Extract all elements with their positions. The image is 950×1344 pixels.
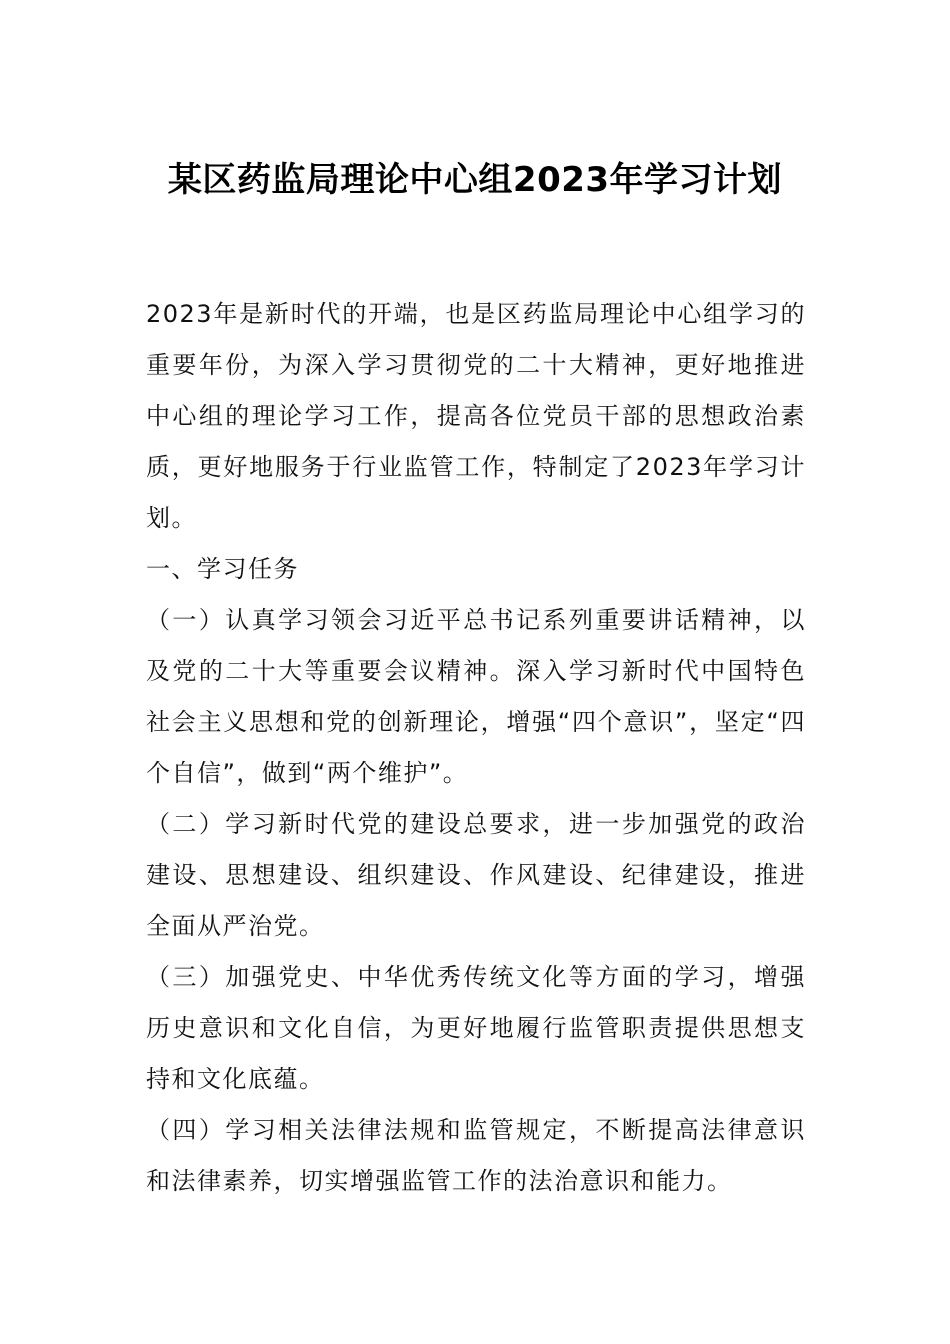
intro-paragraph: 2023年是新时代的开端，也是区药监局理论中心组学习的重要年份，为深入学习贯彻党的二十大精神，更好地推进中心组的理论学习工作，提高各位党员干部的思想政治素质，更好地服务于行业监管工作，特制定了2023年学习计划。: [146, 300, 806, 532]
section-heading-study-tasks: 一、学习任务: [146, 555, 299, 583]
task-item-4: （四）学习相关法律法规和监管规定，不断提高法律意识和法律素养，切实增强监管工作的法治意识和能力。: [146, 1116, 806, 1195]
task-item-1: （一）认真学习领会习近平总书记系列重要讲话精神，以及党的二十大等重要会议精神。深入学习新时代中国特色社会主义思想和党的创新理论，增强“四个意识”，坚定“四个自信”，做到“两个维护”。: [146, 606, 806, 787]
task-item-2: （二）学习新时代党的建设总要求，进一步加强党的政治建设、思想建设、组织建设、作风建设、纪律建设，推进全面从严治党。: [146, 810, 806, 940]
document-body: [146, 289, 806, 1207]
document-title: 某区药监局理论中心组2023年学习计划: [167, 160, 783, 200]
task-item-3: （三）加强党史、中华优秀传统文化等方面的学习，增强历史意识和文化自信，为更好地履行监管职责提供思想支持和文化底蕴。: [146, 963, 806, 1093]
